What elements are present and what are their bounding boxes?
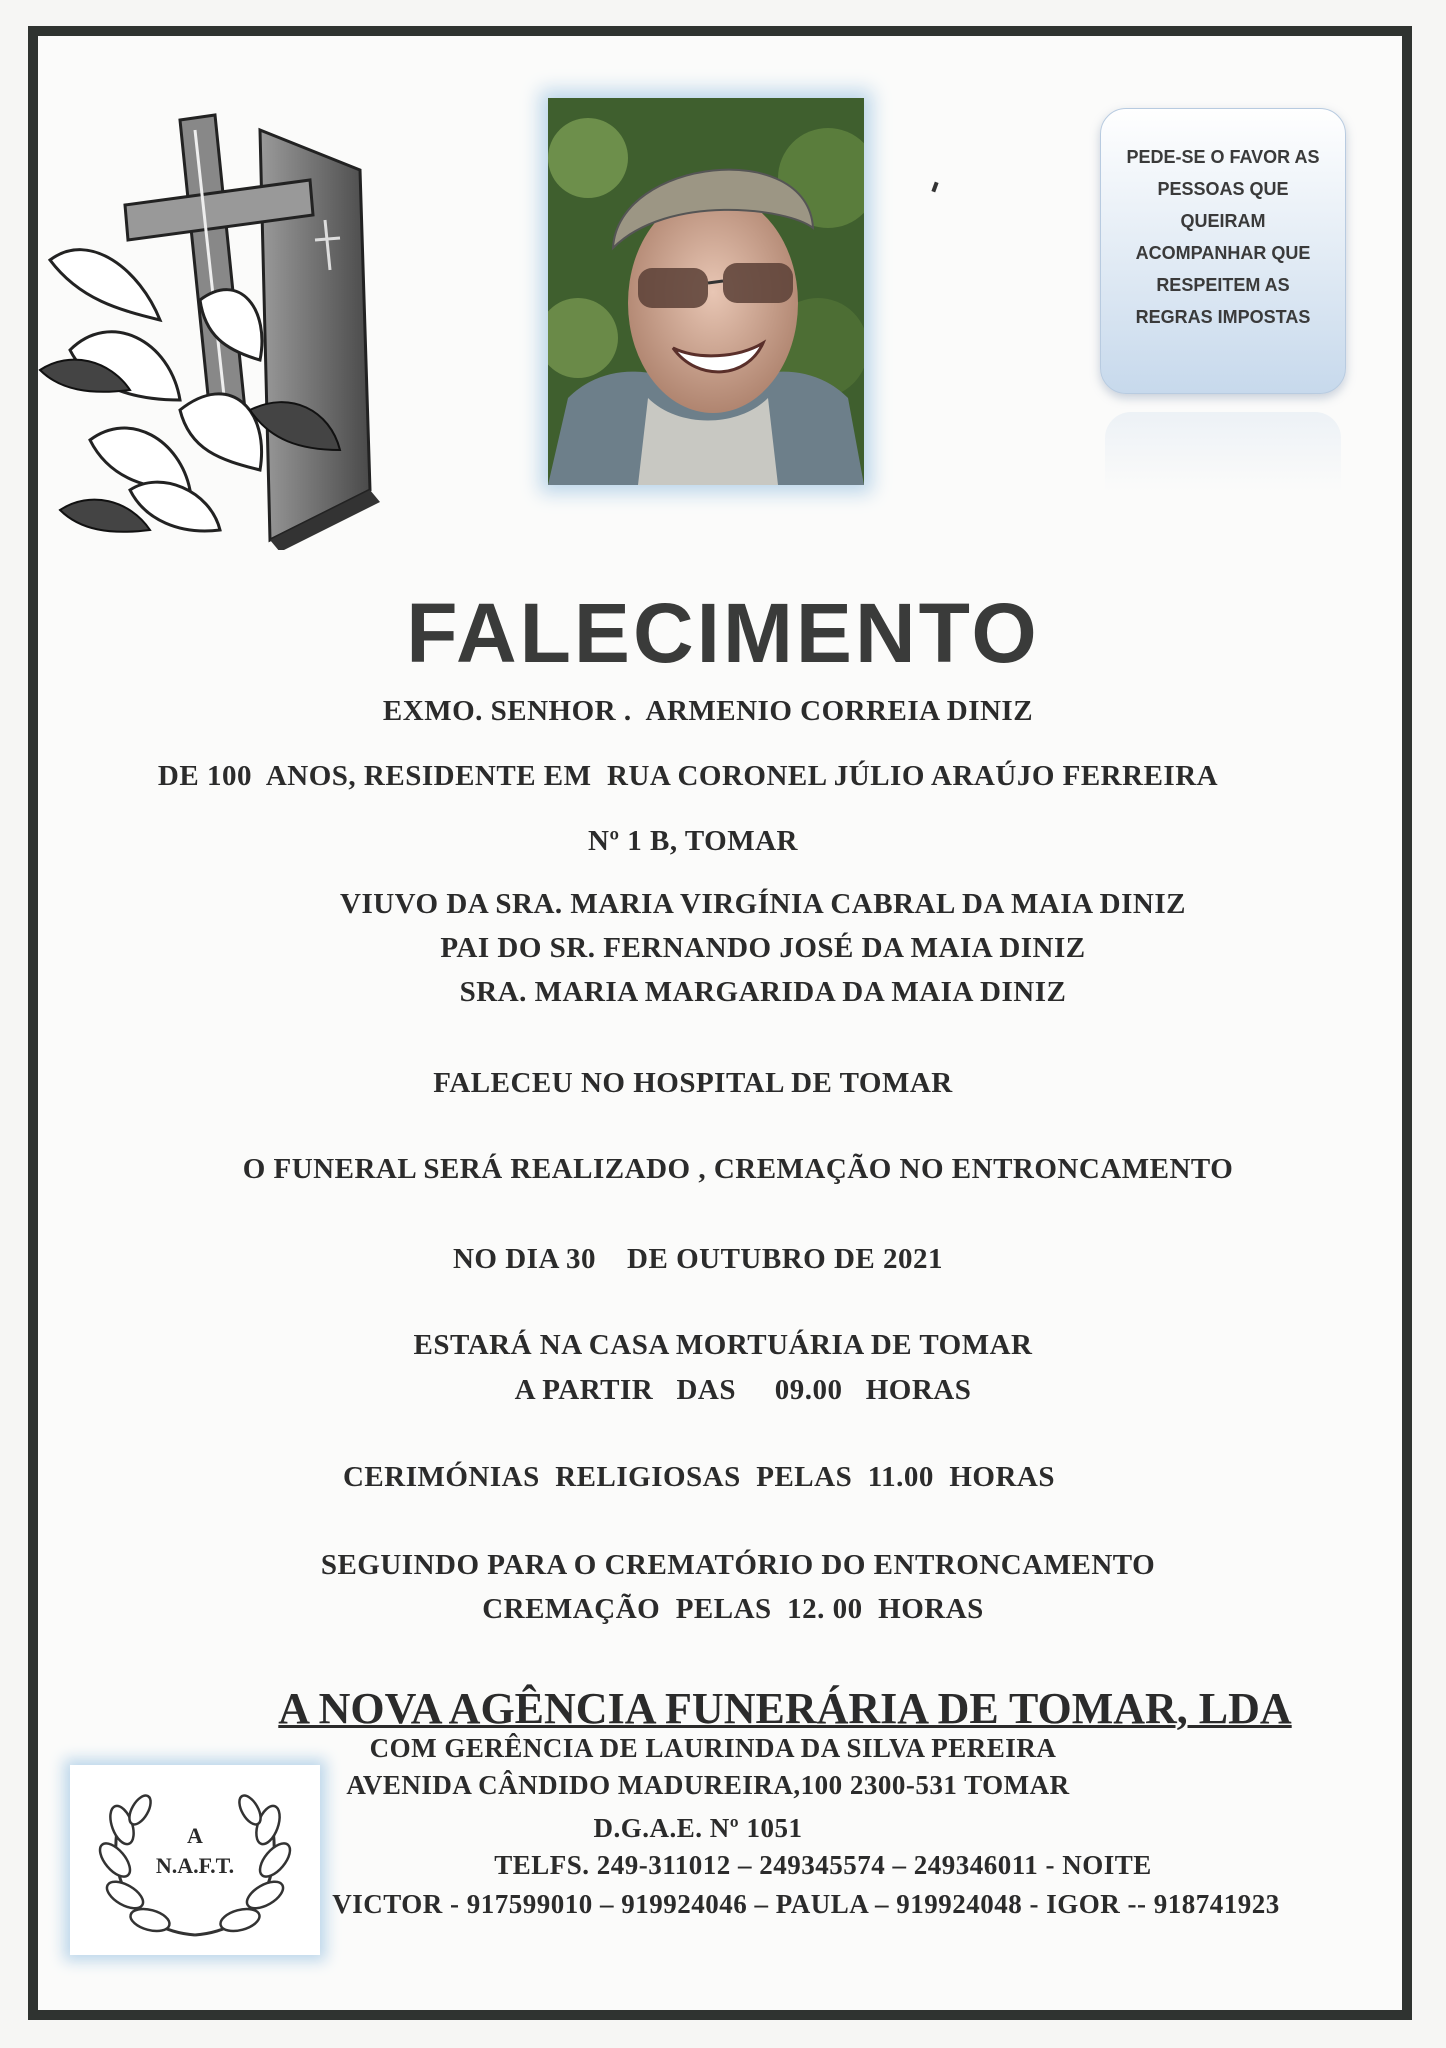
deceased-name: EXMO. SENHOR . ARMENIO CORREIA DINIZ (382, 695, 1034, 727)
notice-line: QUEIRAM (1180, 211, 1266, 231)
agency-license: D.G.A.E. Nº 1051 (593, 1813, 803, 1843)
agency-phones: TELFS. 249-311012 – 249345574 – 249346011 - NOITE (494, 1850, 1152, 1880)
notice-line: REGRAS IMPOSTAS (1135, 307, 1311, 327)
funeral-line: O FUNERAL SERÁ REALIZADO , CREMAÇÃO NO ENTRONCAMENTO (242, 1153, 1234, 1185)
agency-manager: COM GERÊNCIA DE LAURINDA DA SILVA PEREIRA (369, 1733, 1057, 1763)
father-line: PAI DO SR. FERNANDO JOSÉ DA MAIA DINIZ (440, 932, 1086, 964)
notice-line: ACOMPANHAR QUE (1135, 243, 1311, 263)
residence-line: DE 100 ANOS, RESIDENTE EM RUA CORONEL JÚLIO ARAÚJO FERREIRA (157, 760, 1219, 792)
crematorium-line: SEGUINDO PARA O CREMATÓRIO DO ENTRONCAMENTO (320, 1549, 1156, 1581)
notice-box (1100, 108, 1346, 394)
portrait-photo (548, 98, 864, 485)
wake-time-line: A PARTIR DAS 09.00 HORAS (514, 1374, 972, 1406)
agency-address: AVENIDA CÂNDIDO MADUREIRA,100 2300-531 TOMAR (346, 1770, 1070, 1800)
notice-line: PEDE-SE O FAVOR AS (1126, 147, 1320, 167)
notice-reflection (1105, 412, 1341, 492)
date-line: NO DIA 30 DE OUTUBRO DE 2021 (452, 1243, 944, 1275)
wake-place-line: ESTARÁ NA CASA MORTUÁRIA DE TOMAR (413, 1329, 1033, 1361)
notice-line: PESSOAS QUE (1157, 179, 1289, 199)
widower-line: VIUVO DA SRA. MARIA VIRGÍNIA CABRAL DA MAIA DINIZ (340, 888, 1186, 920)
daughter-line: SRA. MARIA MARGARIDA DA MAIA DINIZ (459, 976, 1067, 1008)
ceremony-line: CERIMÓNIAS RELIGIOSAS PELAS 11.00 HORAS (342, 1461, 1055, 1493)
death-place-line: FALECEU NO HOSPITAL DE TOMAR (433, 1067, 953, 1099)
page-title: FALECIMENTO (406, 586, 1040, 680)
logo-letter: A (187, 1823, 203, 1848)
notice-line: RESPEITEM AS (1156, 275, 1290, 295)
night-contacts: VICTOR - 917599010 – 919924046 – PAULA – 919924048 - IGOR -- 918741923 (332, 1889, 1280, 1919)
address-line: Nº 1 B, TOMAR (588, 825, 798, 857)
logo-acronym: N.A.F.T. (155, 1853, 235, 1878)
cross-lily-icon (30, 110, 410, 550)
agency-name: A NOVA AGÊNCIA FUNERÁRIA DE TOMAR, LDA (278, 1684, 1292, 1733)
cremation-time-line: CREMAÇÃO PELAS 12. 00 HORAS (482, 1593, 984, 1625)
